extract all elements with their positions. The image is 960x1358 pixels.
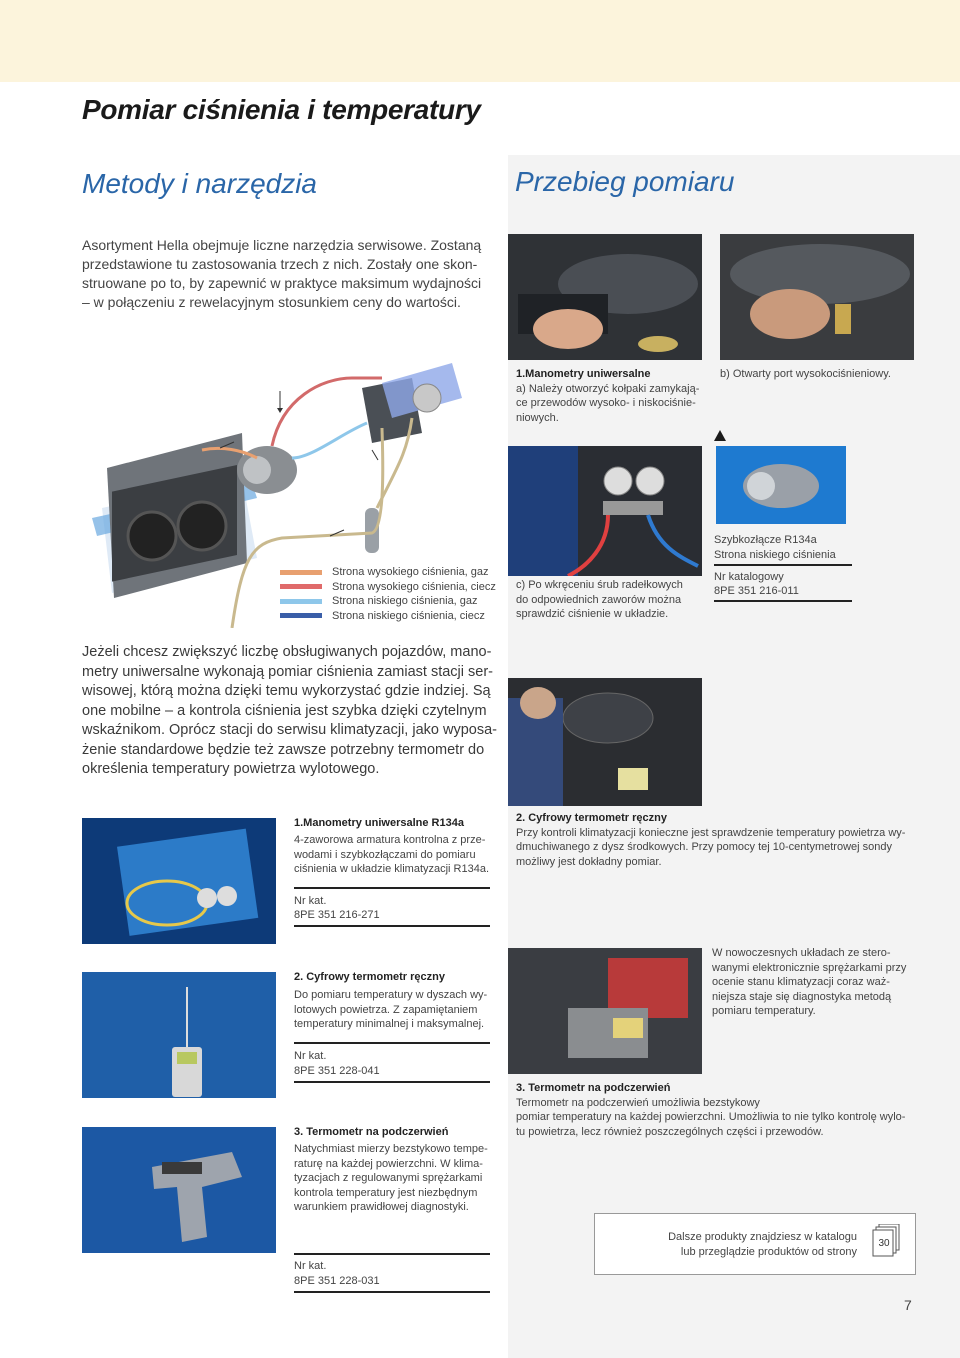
product2-nr-label: Nr kat.	[294, 1050, 327, 1062]
legend-label: Strona wysokiego ciśnienia, ciecz	[332, 580, 496, 593]
legend-label: Strona wysokiego ciśnienia, gaz	[332, 566, 489, 579]
legend-swatch	[280, 599, 322, 604]
product2-nr: 8PE 351 228-041	[294, 1065, 380, 1077]
product1-nr-label: Nr kat.	[294, 895, 327, 907]
product3-text: Natychmiast mierzy bezstykowo tempe- raturę na każdej powierzchni. W klima- tyzacjach z regulowanymi sprężarkami kontrola temperatury jest niezbędnym warunkiem prawidłowej diagnostyki.	[294, 1143, 488, 1213]
product3-nr-label: Nr kat.	[294, 1260, 327, 1272]
triangle-marker-icon	[714, 430, 726, 442]
coupler-line2: Strona niskiego ciśnienia	[714, 549, 836, 561]
step1-caption-b: b) Otwarty port wysokociśnieniowy.	[720, 368, 891, 380]
divider	[714, 600, 852, 602]
page-number: 7	[904, 1297, 912, 1313]
legend-label: Strona niskiego ciśnienia, ciecz	[332, 609, 485, 622]
step2-heading: 2. Cyfrowy termometr ręczny	[516, 812, 667, 824]
product3-section	[294, 1125, 494, 1140]
step3-side-text: W nowoczesnych układach ze stero- wanymi elektronicznie sprężarkami przy ocenie stanu klimatyzacji coraz waż- niejsza staje się diagnostyka metodą pomiaru temperatury.	[712, 947, 907, 1017]
photo-ir-thermometer	[82, 1127, 276, 1253]
catalog-number: 8PE 351 216-011	[714, 585, 799, 597]
step3-section	[516, 1081, 916, 1139]
photo-open-port	[720, 234, 914, 360]
product3-heading: 3. Termometr na podczerwień	[294, 1126, 449, 1138]
product2-section	[294, 970, 494, 985]
left-section-title: Metody i narzędzia	[82, 168, 318, 199]
catalog-page-ref: 30	[878, 1238, 890, 1249]
legend-item	[280, 565, 496, 580]
product3-nr: 8PE 351 228-031	[294, 1275, 380, 1287]
legend-item	[280, 580, 496, 595]
divider	[714, 564, 852, 566]
intro-paragraph: Asortyment Hella obejmuje liczne narzędzia serwisowe. Zostaną przedstawione tu zastosowania trzech z nich. Zostały one skon- struowane po to, by zapewnić w praktyce maksimum wydajności – w połączeniu z rewelacyjnym stosunkiem ceny do wartości.	[82, 237, 482, 310]
page-title: Pomiar ciśnienia i temperatury	[82, 94, 481, 125]
step1-a-text: a) Należy otworzyć kołpaki zamykają- ce przewodów wysoko- i niskociśnie- niowych.	[516, 382, 700, 424]
catalog-reference-box	[594, 1213, 916, 1275]
product1-heading: 1.Manometry uniwersalne R134a	[294, 817, 464, 829]
product2-text: Do pomiaru temperatury w dyszach wy- lotowych powietrza. Z zapamiętaniem temperatury minimalnej i maksymalnej.	[294, 989, 488, 1030]
step2-text: Przy kontroli klimatyzacji konieczne jest sprawdzenie temperatury powietrza wy- dmuchiwanego z dysz środkowych. Przy pomocy tej 10-centymetrowej sondy możliwy jest dokładny pomiar.	[516, 826, 906, 868]
legend-item	[280, 609, 496, 624]
divider	[294, 887, 490, 889]
step1-caption-a	[516, 367, 706, 425]
divider	[294, 1291, 490, 1293]
top-band	[0, 0, 960, 82]
legend-swatch	[280, 584, 322, 589]
photo-engine-caps	[508, 234, 702, 360]
step1-heading: 1.Manometry uniwersalne	[516, 368, 651, 380]
legend-swatch	[280, 613, 322, 618]
legend-label: Strona niskiego ciśnienia, gaz	[332, 595, 478, 608]
step3-text: Termometr na podczerwień umożliwia bezstykowy pomiar temperatury na każdej powierzchni. Umożliwia to nie tylko kontrolę wylo- tu powietrza, lecz również poszczególnych części i przewodów.	[516, 1096, 906, 1138]
diagram-legend	[280, 565, 496, 623]
right-section-title: Przebieg pomiaru	[515, 166, 735, 197]
coupler-line1: Szybkozłącze R134a	[714, 534, 817, 546]
divider	[294, 1042, 490, 1044]
legend-item	[280, 594, 496, 609]
photo-manometer-case	[82, 818, 276, 944]
product1-text: 4-zaworowa armatura kontrolna z prze- wodami i szybkozłączami do pomiaru ciśnienia w układzie klimatyzacji R134a.	[294, 834, 490, 875]
product1-section	[294, 816, 494, 831]
photo-digital-thermometer	[82, 972, 276, 1098]
divider	[294, 1081, 490, 1083]
photo-quick-coupler	[716, 446, 846, 524]
catalog-reference-text: Dalsze produkty znajdziesz w katalogu lub przeglądzie produktów od strony	[668, 1231, 857, 1258]
legend-swatch	[280, 570, 322, 575]
product2-heading: 2. Cyfrowy termometr ręczny	[294, 971, 445, 983]
photo-car-interior	[508, 678, 702, 806]
divider	[294, 925, 490, 927]
step2-section	[516, 811, 916, 869]
divider	[294, 1253, 490, 1255]
step1-caption-c: c) Po wkręceniu śrub radełkowych do odpowiednich zaworów można sprawdzić ciśnienie w układzie.	[516, 579, 683, 620]
step3-heading: 3. Termometr na podczerwień	[516, 1082, 671, 1094]
product1-nr: 8PE 351 216-271	[294, 909, 380, 921]
body-paragraph: Jeżeli chcesz zwiększyć liczbę obsługiwanych pojazdów, mano- metry uniwersalne wykonają pomiar ciśnienia zamiast stacji ser- wisowej, którą można dzięki temu wykorzystać gdzie indziej. Są one mobilne – a kontrola ciśnienia jest szybka dzięki czytelnym wskaźnikom. Oprócz stacji do serwisu klimatyzacji, jako wyposa- żenie standardowe będzie też zawsze potrzebny termometr do określenia temperatury powietrza wylotowego.	[82, 644, 497, 777]
photo-gauges-mechanic	[508, 446, 702, 576]
catalog-label: Nr katalogowy	[714, 571, 784, 583]
photo-engine-ir	[508, 948, 702, 1074]
